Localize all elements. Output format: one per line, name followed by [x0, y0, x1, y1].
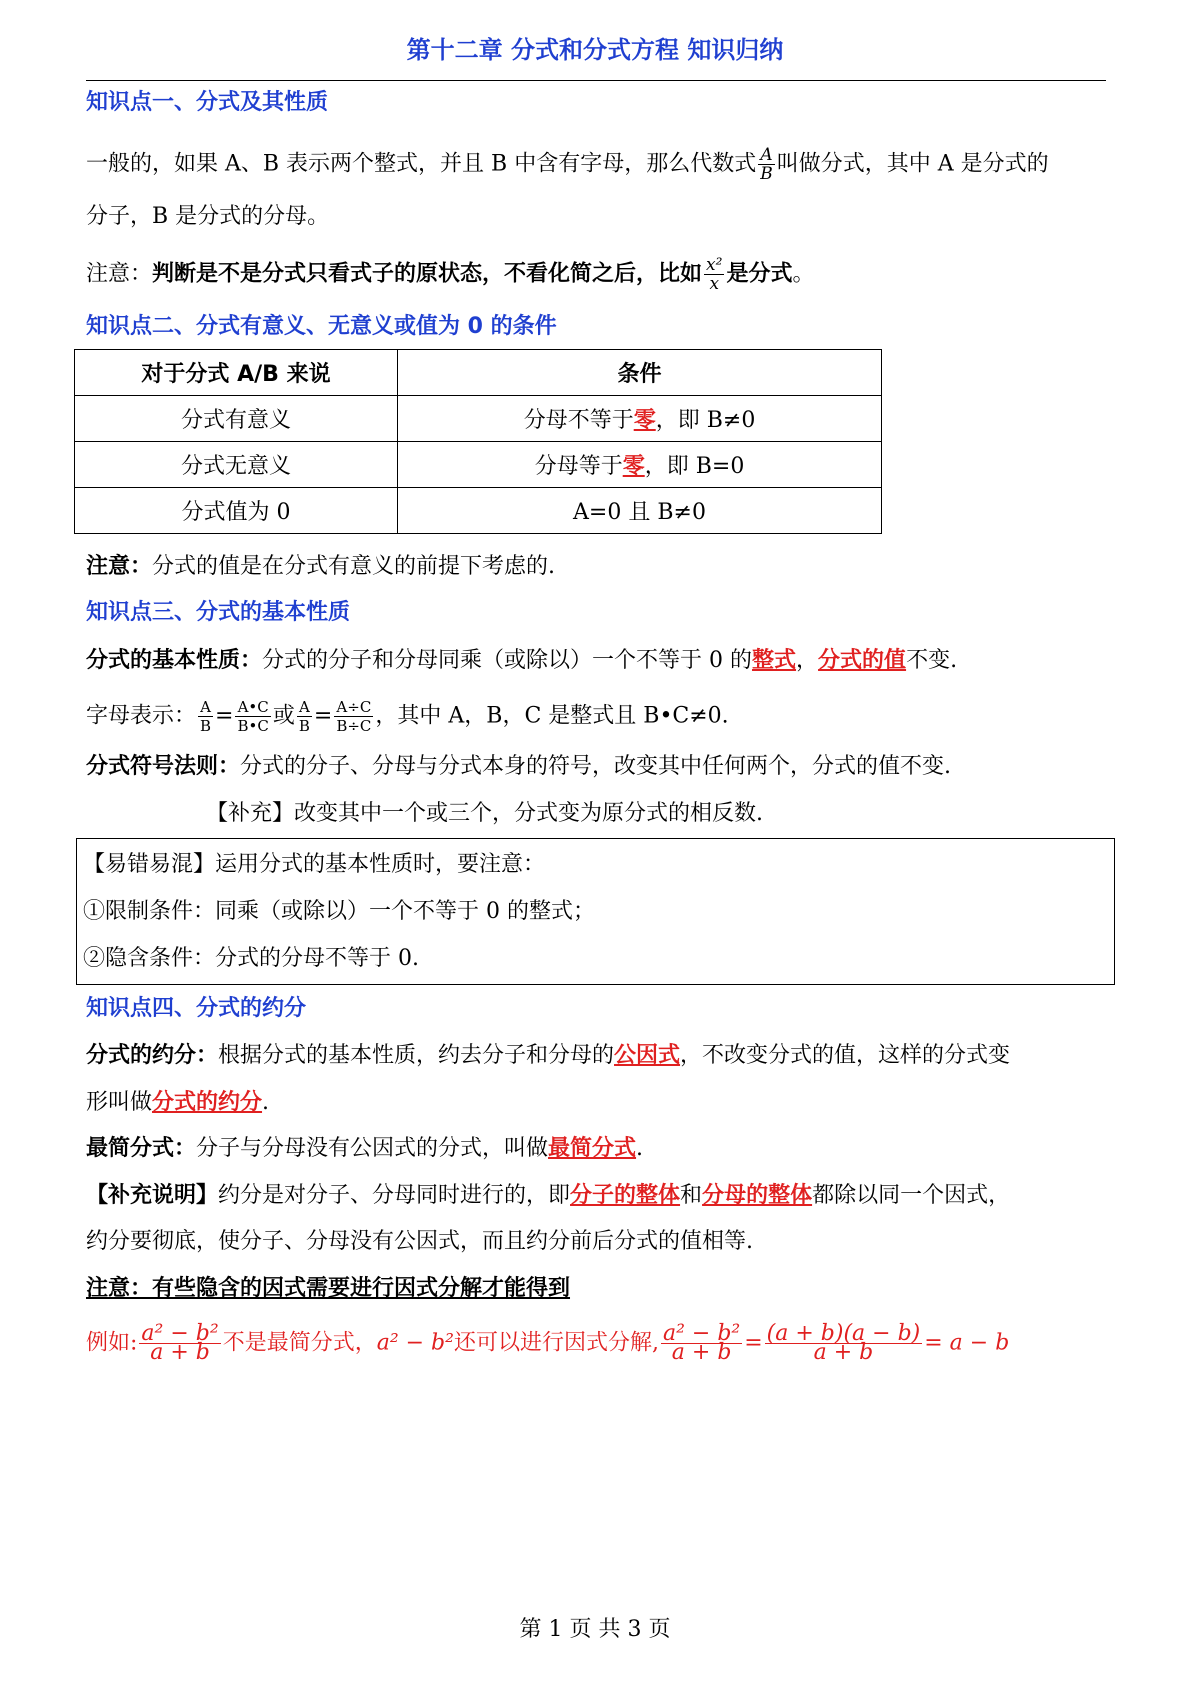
page-title: 第十二章 分式和分式方程 知识归纳	[406, 36, 784, 64]
example-label: 例如:	[86, 1330, 138, 1356]
fraction-x2-over-x	[704, 256, 724, 293]
supplement-note-paragraph-2: 约分要彻底，使分子、分母没有公因式，而且约分前后分式的值相等.	[86, 1229, 753, 1254]
cell-text: ，即 B=0	[644, 454, 745, 479]
note-label: 注意：	[86, 554, 153, 579]
note-bold-text: 判断是不是分式只看式子的原状态，不看化简之后，比如	[152, 261, 703, 287]
cell-text: ，即 B≠0	[655, 408, 756, 433]
note-text: 分式的值是在分式有意义的前提下考虑的.	[152, 554, 556, 579]
text: .	[262, 1090, 270, 1115]
s1-text-a: 一般的，如果 A、B 表示两个整式，并且 B 中含有字母，那么代数式	[86, 151, 757, 177]
section-1-paragraph	[86, 146, 1110, 183]
section-1-paragraph-2: 分子，B 是分式的分母。	[86, 204, 330, 229]
table-cell: 分式无意义	[75, 442, 398, 488]
equals: =	[744, 1330, 763, 1356]
table-header-cell: 条件	[398, 350, 882, 396]
frac-den: a + b	[813, 1340, 874, 1365]
box-line-1: 【易错易混】运用分式的基本性质时，要注意：	[83, 852, 546, 877]
frac-num: A	[198, 698, 213, 717]
text: 分式的分子和分母同乘（或除以）一个不等于 0 的	[262, 648, 753, 673]
example-line	[86, 1321, 1010, 1365]
equals: =	[313, 703, 333, 729]
frac-den: B	[200, 717, 212, 735]
text: 不变.	[906, 648, 958, 673]
note-period: 。	[792, 261, 815, 287]
frac-num: A÷C	[334, 698, 373, 717]
section-3-heading: 知识点三、分式的基本性质	[86, 600, 351, 625]
text: ，不改变分式的值，这样的分式变	[680, 1043, 1011, 1068]
text: ，其中 A，B，C 是整式且 B•C≠0.	[375, 703, 729, 729]
frac-den: B÷C	[336, 717, 372, 735]
table-cell	[398, 396, 882, 442]
supplement-note-paragraph	[86, 1180, 1110, 1211]
red-term: 分式的值	[818, 647, 907, 673]
example-expr: a² − b²	[376, 1330, 454, 1356]
red-term: 公因式	[614, 1042, 681, 1068]
fraction	[297, 698, 312, 735]
cell-red-text: 零	[633, 407, 656, 433]
red-term: 分式的约分	[152, 1089, 263, 1115]
note-label: 注意：	[86, 261, 153, 287]
section-2-heading: 知识点二、分式有意义、无意义或值为 0 的条件	[86, 314, 557, 339]
basic-property-paragraph	[86, 645, 1110, 676]
section-1-heading: 知识点一、分式及其性质	[86, 90, 329, 115]
text: 根据分式的基本性质，约去分子和分母的	[218, 1043, 615, 1068]
red-term: 最简分式	[548, 1135, 637, 1161]
fraction	[198, 698, 213, 735]
table-row	[75, 488, 882, 534]
table-header-cell: 对于分式 A/B 来说	[75, 350, 398, 396]
note-bold-end: 是分式	[726, 261, 793, 287]
page-footer: 第 1 页 共 3 页	[519, 1617, 671, 1642]
text: 分式的分子、分母与分式本身的符号，改变其中任何两个，分式的值不变.	[240, 754, 952, 779]
fraction-a-over-b	[758, 146, 775, 183]
table-cell: 分式值为 0	[75, 488, 398, 534]
s1-text-b: 叫做分式，其中 A 是分式的	[776, 151, 1049, 177]
example-result: = a − b	[924, 1330, 1010, 1356]
text: 约分是对分子、分母同时进行的，即	[218, 1183, 571, 1208]
text: .	[636, 1136, 644, 1161]
frac-num: A	[297, 698, 312, 717]
frac-den: B	[298, 717, 310, 735]
text: 都除以同一个因式，	[812, 1183, 1011, 1208]
table-cell	[398, 488, 882, 534]
mistake-box	[76, 838, 1115, 985]
frac-den: x	[709, 274, 720, 294]
table-header-row	[75, 350, 882, 396]
example-fraction	[661, 1321, 742, 1365]
frac-den: a + b	[671, 1340, 732, 1365]
fraction	[235, 698, 270, 735]
label: 最简分式：	[86, 1136, 197, 1161]
cell-text: A=0 且 B≠0	[573, 500, 706, 525]
equals: =	[215, 703, 234, 729]
example-text: 不是最简分式，	[222, 1330, 377, 1356]
supplement-paragraph: 【补充】改变其中一个或三个，分式变为原分式的相反数.	[206, 801, 763, 826]
reduction-paragraph	[86, 1040, 1110, 1071]
box-line-3: ②隐含条件：分式的分母不等于 0.	[83, 946, 419, 971]
hidden-factor-note: 注意：有些隐含的因式需要进行因式分解才能得到	[86, 1276, 571, 1301]
section-1-note	[86, 256, 1110, 293]
conditions-table	[74, 349, 882, 534]
frac-den: B	[760, 164, 773, 184]
label: 字母表示：	[86, 703, 197, 729]
red-term: 分子的整体	[570, 1182, 681, 1208]
letter-representation	[86, 698, 1110, 735]
section-2-note	[86, 552, 1110, 582]
frac-num: A	[758, 146, 775, 165]
section-4-heading: 知识点四、分式的约分	[86, 996, 307, 1021]
example-text: 还可以进行因式分解,	[453, 1330, 659, 1356]
frac-num: x²	[706, 255, 723, 275]
example-fraction	[765, 1321, 923, 1365]
example-fraction	[139, 1321, 220, 1365]
text: 和	[680, 1183, 703, 1208]
cell-red-text: 零	[622, 453, 645, 479]
red-term: 分母的整体	[702, 1182, 813, 1208]
box-line-2: ①限制条件：同乘（或除以）一个不等于 0 的整式；	[83, 899, 595, 924]
text: ，	[796, 648, 819, 673]
simplest-fraction-paragraph	[86, 1133, 1110, 1164]
frac-num: A•C	[235, 698, 270, 717]
fraction	[334, 698, 373, 735]
title-divider	[86, 80, 1106, 81]
frac-num: (a + b)(a − b)	[766, 1321, 921, 1346]
text: 形叫做	[86, 1090, 153, 1115]
frac-num: a² − b²	[662, 1321, 741, 1346]
table-row	[75, 396, 882, 442]
frac-den: B•C	[237, 717, 269, 735]
red-term: 整式	[752, 647, 797, 673]
text: 分子与分母没有公因式的分式，叫做	[196, 1136, 549, 1161]
label: 分式的约分：	[86, 1043, 219, 1068]
or-text: 或	[272, 703, 295, 729]
label: 分式的基本性质：	[86, 648, 263, 673]
cell-text: 分母不等于	[523, 408, 634, 433]
frac-num: a² − b²	[141, 1321, 219, 1346]
label: 【补充说明】	[86, 1183, 219, 1208]
reduction-paragraph-2	[86, 1087, 1110, 1118]
table-cell: 分式有意义	[75, 396, 398, 442]
table-cell	[398, 442, 882, 488]
frac-den: a + b	[150, 1340, 210, 1365]
sign-rule-paragraph	[86, 752, 1110, 782]
cell-text: 分母等于	[534, 454, 623, 479]
label: 分式符号法则：	[86, 754, 241, 779]
table-row	[75, 442, 882, 488]
